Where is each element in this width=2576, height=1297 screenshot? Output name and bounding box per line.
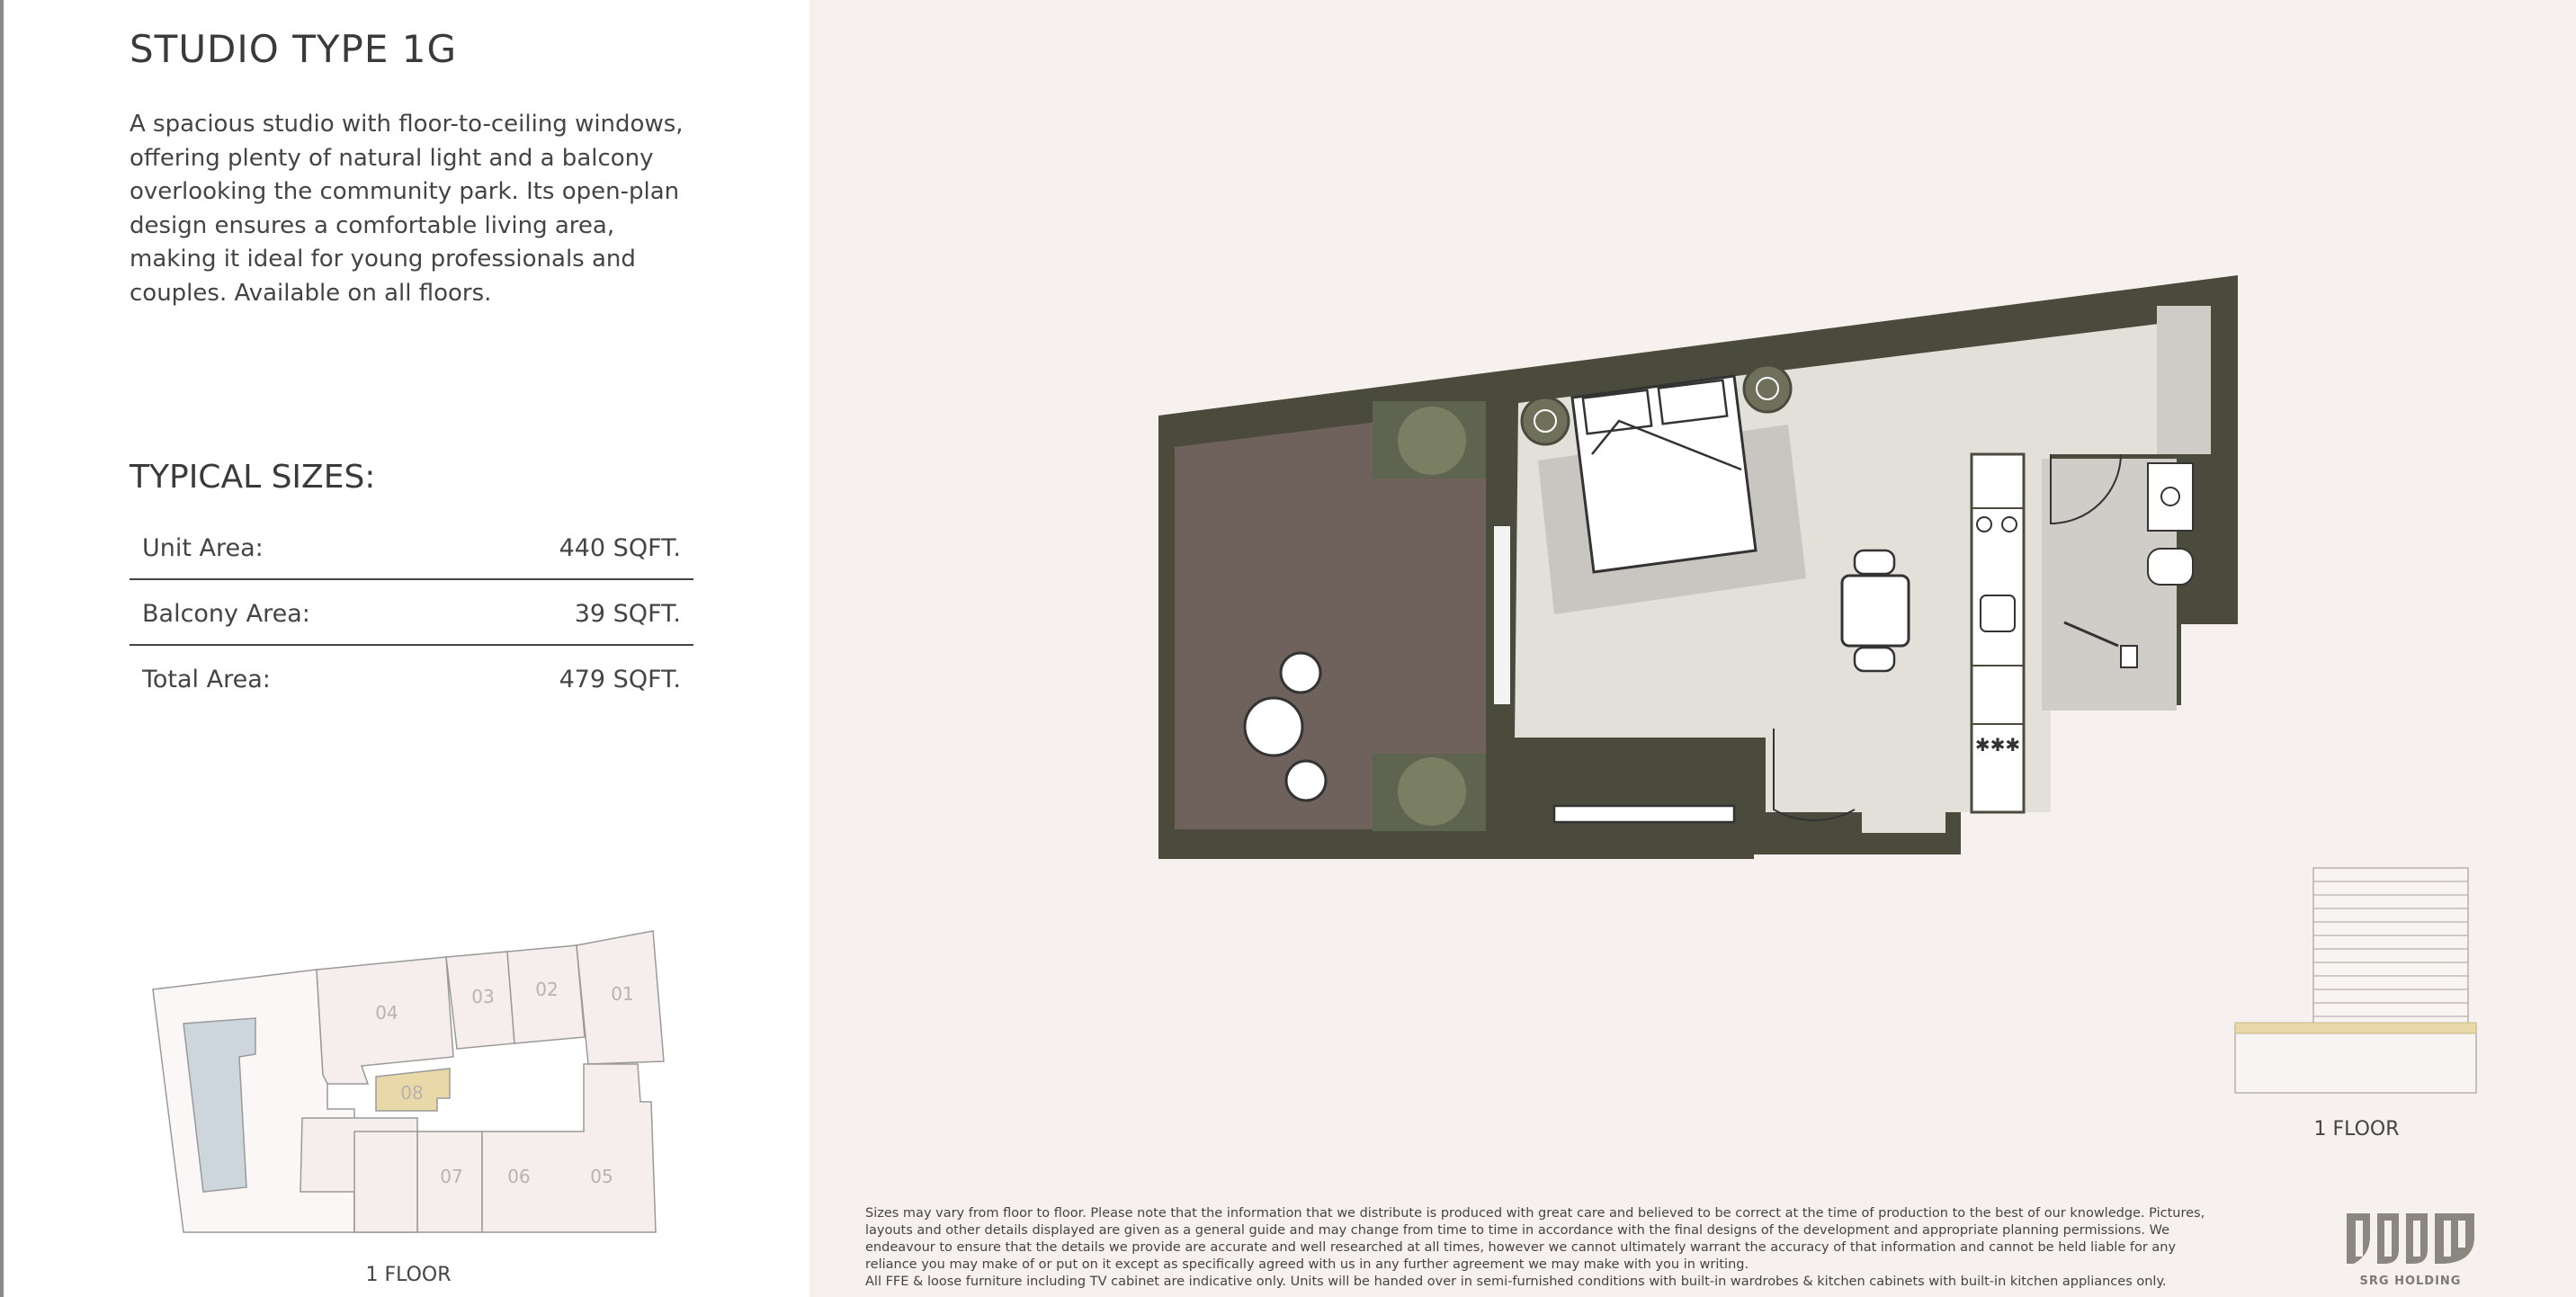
plant-icon <box>1398 407 1466 475</box>
disclaimer-furniture-note: All FFE & loose furniture including TV cabinet are indicative only. Units will be handed over in semi-furnished conditions with built-in wardrobes & kitchen cabinets with built-in kitchen appliances only. <box>865 1275 2167 1289</box>
balcony-chair <box>1281 653 1320 693</box>
keyplan-label-06: 06 <box>507 1166 531 1187</box>
info-panel <box>0 0 809 1297</box>
size-label: Balcony Area: <box>142 600 310 628</box>
size-row-balcony-area <box>130 580 693 646</box>
dining-chair <box>1855 648 1894 671</box>
toilet-icon <box>2148 549 2193 585</box>
keyplan-label-04: 04 <box>375 1002 398 1024</box>
size-value: 479 SQFT. <box>559 666 681 693</box>
wash-basin <box>2148 463 2193 531</box>
size-row-unit-area <box>130 514 693 580</box>
keyplan-caption: 1 FLOOR <box>365 1264 452 1286</box>
typical-sizes-title: TYPICAL SIZES: <box>130 459 376 496</box>
disclaimer <box>865 1205 2214 1291</box>
shower-icon <box>2121 646 2137 667</box>
key-plan <box>148 922 669 1237</box>
size-row-total-area <box>130 646 693 711</box>
sizes-table <box>130 514 693 711</box>
dining-chair <box>1855 550 1894 574</box>
tower-block <box>2313 868 2468 1025</box>
balcony-table <box>1245 698 1302 756</box>
logo-text: SRG HOLDING <box>2359 1275 2462 1288</box>
brand-logo <box>2339 1210 2482 1288</box>
highlighted-floor <box>2235 1023 2476 1033</box>
keyplan-label-07: 07 <box>440 1166 463 1187</box>
size-label: Unit Area: <box>142 534 264 562</box>
tv-cabinet <box>1554 806 1734 822</box>
keyplan-unit-07 <box>354 1132 417 1232</box>
cooktop-icon: ✱✱✱ <box>1974 734 2021 756</box>
keyplan-unit-05 <box>482 1064 656 1232</box>
lamp-icon <box>1522 398 1569 444</box>
logo-mark-icon <box>2343 1210 2478 1269</box>
keyplan-label-01: 01 <box>611 983 634 1005</box>
lamp-icon <box>1744 365 1791 412</box>
plant-icon <box>1398 757 1466 826</box>
podium-block <box>2235 1025 2476 1093</box>
unit-title: STUDIO TYPE 1G <box>130 27 457 71</box>
balcony-door <box>1493 525 1511 705</box>
keyplan-label-03: 03 <box>471 986 495 1007</box>
disclaimer-text: Sizes may vary from floor to floor. Please note that the information that we distribute is produced with great care and believed to be correct at the time of production to the best of our knowledge. Pictures, layouts and other details displayed are given as a general guide and may change from time to time in accordance with the final designs of the development and appropriate planning permissions. We endeavour to ensure that the details we provide are accurate and well researched at all times, however we cannot ultimately warrant the accuracy of that information and cannot be held liable for any reliance you may make of or put on it except as specifically agreed with us in any further agreement we may make with you in writing. <box>865 1206 2205 1272</box>
keyplan-label-08: 08 <box>400 1082 424 1104</box>
size-label: Total Area: <box>142 666 271 693</box>
size-value: 39 SQFT. <box>574 600 681 628</box>
dining-table <box>1842 576 1909 646</box>
unit-description: A spacious studio with floor-to-ceiling windows, offering plenty of natural light and a balcony overlooking the community park. Its open-plan design ensures a comfortable living area, making it ideal for young professionals and couples. Available on all floors. <box>130 111 684 307</box>
floor-plan <box>1151 270 2249 863</box>
wardrobe <box>2157 306 2211 454</box>
keyplan-label-02: 02 <box>535 979 559 1000</box>
balcony-chair <box>1286 761 1326 801</box>
pillow <box>1583 390 1651 434</box>
pillow <box>1659 380 1727 424</box>
elevation-caption: 1 FLOOR <box>2313 1118 2400 1140</box>
size-value: 440 SQFT. <box>559 534 681 562</box>
floor-elevation <box>2231 859 2482 1102</box>
keyplan-label-05: 05 <box>590 1166 613 1187</box>
